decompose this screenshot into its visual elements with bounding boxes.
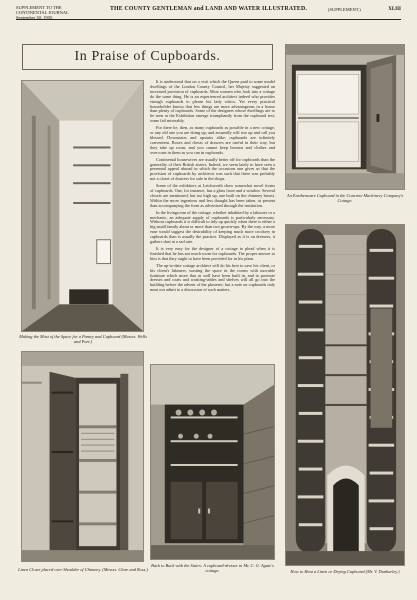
stairs-caption: Back to Back with the Stairs: A cupboard-dresser in Mr. C. G. Agate's cottage. <box>151 563 274 574</box>
passage-cupboard-photo <box>21 80 144 332</box>
door-caption: An Earthenware Cupboard in the Concrete Machinery Company's Cottage. <box>286 193 404 204</box>
header-left <box>16 5 76 20</box>
article-paragraph-5: In the livingroom of the cottage, whether inhabited by a labourer or a mechanic, an adequate supply of cupboards is particularly necessary. Without cupboards it is difficult to tidy up quickly when there is either a big small family about or more than two grown-ups. By the way, a more ease would suggest the desirability of keeping much more crockery in cupboards than is usually the practice. Displayed as it is on dressers, it gathers dust at a sad rate. <box>150 209 275 245</box>
article-paragraph-1: It is understood that on a visit which the Queen paid to some model dwellings of the London County Council, her Majesty suggested an increased provision of cupboards. Most women who look into a cottage do the same thing. He is an experienced architect indeed who provides enough cupboards to please his lady critics. Yet every practical householder knows that few things are more advantageous in a house than plenty of cupboards. Some of the designers whose dwellings are to be seen at the Exhibition emerge triumphantly from the cupboard test; some fail miserably. <box>150 80 275 124</box>
header-supplement: (SUPPLEMENT.) <box>328 7 361 12</box>
chimney-caption: How to Heat a Linen or Drying Cupboard (Mr. V. Dunbarley.) <box>290 569 400 574</box>
header-title: THE COUNTY GENTLEMAN and LAND AND WATER ILLUSTRATED. <box>109 6 307 12</box>
article-body <box>150 80 275 342</box>
cupboard-door-photo <box>285 44 405 190</box>
closet-caption: Linen Closet placed over Shoulder of Chimney. (Messrs. Clare and Ross.) <box>18 567 148 572</box>
article-paragraph-7: The up-to-date cottage architect will do his best to save his client, or his client's labourer, wasting the space in the rooms with movable furniture which more that as well have been built in, and to promote dresses and coats and washing-tables and shelves will all go into the building before the advent of the plasterer; but a note on cupboards only must not admit to a discussion of such matters. <box>150 262 275 293</box>
page-header <box>16 4 401 18</box>
stairs-cupboard-photo <box>150 364 275 560</box>
article-paragraph-2: For there be, then, as many cupboards as possible in a new cottage, or any old one you are doing up; and assuredly will rise up and call you blessed. Downstairs and upstairs alike, cupboards are infinitely convenient. Boxes and chests of drawers are useful in their way, but they take up room, and you cannot keep brooms and clothes and overcoats in them as you can in cupboards. <box>150 125 275 155</box>
closet-photo <box>21 351 144 562</box>
article-title: In Praise of Cupboards. <box>22 44 273 70</box>
article-paragraph-6: It is very easy for the designer of a cottage to plead when it is finished that he has not much room for cupboards. The proper answer to him is that they ought to have been provided for in his plans. <box>150 246 275 261</box>
article-paragraph-4: Some of the exhibitors at Letchworth show somewhat novel forms of cupboards. One, for instance, has a glass front and a window. Several closets are mentioned, but too high up, one built on the chimney breast. Within the more ingenious and less thought has been taken, at present than accompanying the front as advertised through the institution. <box>150 183 275 208</box>
article-paragraph-3: Continental housewives are usually better off for cupboards than the generality of their British sisters. Indeed, we seem lately to have seen a perennial appeal abroad in which the occasions one gives us that the provision of cupboards by architects was such that there was probably not a closet of drawers for sale in the shops. <box>150 156 275 182</box>
chimney-cupboard-photo <box>285 224 405 566</box>
header-rule <box>16 19 401 20</box>
header-left-line2: CONTINENTAL JOURNAL <box>16 10 69 15</box>
header-date: September 30, 1905. <box>16 15 54 20</box>
passage-caption: Making the Most of the Space for a Pantry and Cupboard (Messrs. Wells and Parr.) <box>19 334 147 345</box>
header-left-line1: SUPPLEMENT TO THE <box>16 5 62 10</box>
page-number: XLIII <box>388 7 401 12</box>
